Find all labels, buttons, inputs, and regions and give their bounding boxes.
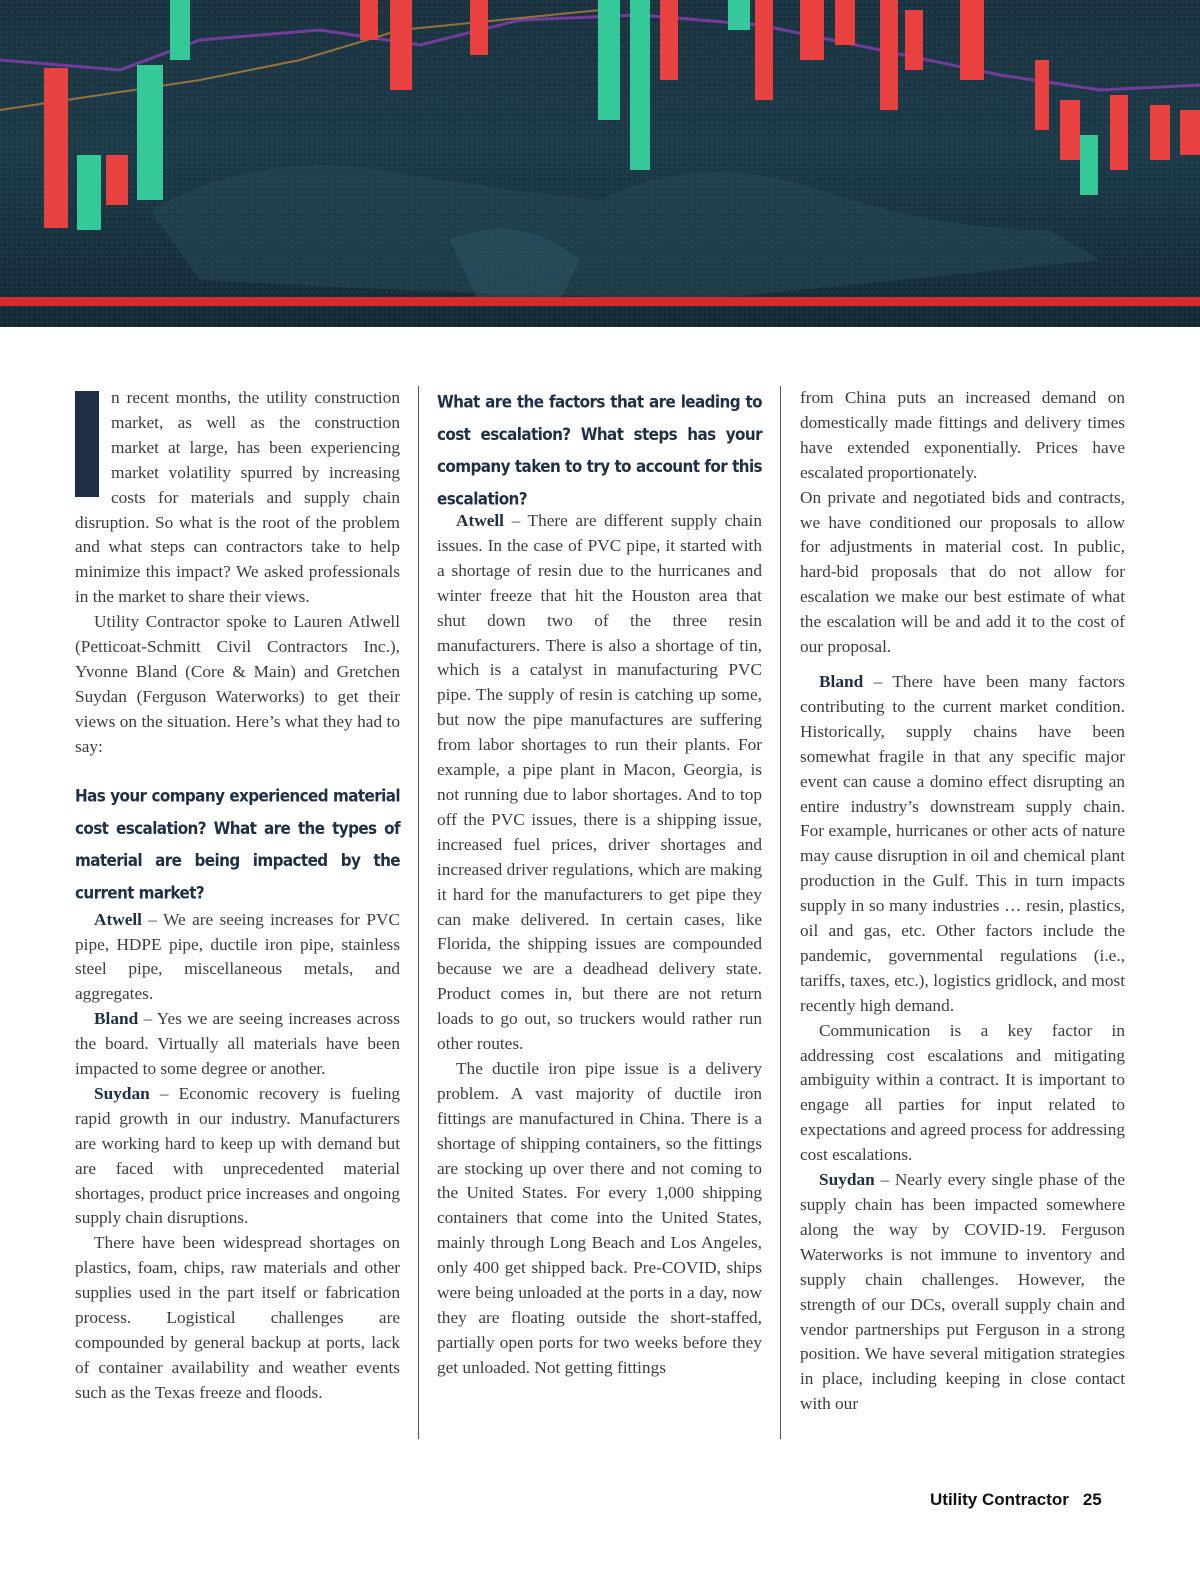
speaker-name: Suydan	[94, 1083, 150, 1103]
question-heading-1: Has your company experienced material cost escalation? What are the types of material are being impacted by the current market?	[75, 785, 400, 903]
speaker-name: Atwell	[456, 511, 504, 530]
hero-chart-image	[0, 0, 1200, 327]
answer-suydan: Suydan – Nearly every single phase of the supply chain has been impacted somewhere along the way by COVID-19. Ferguson Waterworks is not immune to inventory and supply chain challenges. However, the strength of our DCs, overall supply chain and vendor partnerships put Ferguson in a strong position. We have several mitigation strategies in place, including keeping in close contact with our	[800, 1170, 1125, 1414]
speaker-name: Bland	[819, 671, 864, 691]
question-heading-2: What are the factors that are leading to cost escalation? What steps has your company taken to try to account for this escalation?	[437, 391, 762, 510]
private-bids-paragraph: On private and negotiated bids and contracts, we have conditioned our proposals to allow for adjustments in material cost. In public, hard-bid proposals that do not allow for escalation we make our best estimate of what the escalation will be and add it to the cost of our proposal.	[800, 487, 1125, 657]
candlestick-chart-graphic	[0, 0, 1200, 327]
answer-bland: Bland – There have been many factors contributing to the current market condition. Historically, supply chains have been somewhat fragile in that any specific major event can cause a domino effect disrupting an entire industry’s downstream supply chain. For example, hurricanes or other acts of nature may cause disruption in oil and chemical plant production in the Gulf. This in turn impacts supply in so many industries … resin, plastics, oil and gas, etc. Other factors include the pandemic, governmental regulations (i.e., tariffs, taxes, etc.), logistics gridlock, and most recently high demand.	[800, 671, 1125, 1015]
red-accent-stripe	[0, 297, 1200, 306]
answer-suydan-continued: There have been widespread shortages on plastics, foam, chips, raw materials and other supplies used in the part itself or fabrication process. Logistical challenges are compounded by general backup at ports, lack of container availability and weather events such as the Texas freeze and floods.	[75, 1233, 400, 1402]
article-column-1	[75, 386, 400, 1406]
intro-paragraph: n recent months, the utility construction market, as well as the construction market at large, has been experiencing market volatility spurred by increasing costs for materials and supply chain disruption. So what is the root of the problem and what steps can contractors take to help minimize this impact? We asked professionals in the market to share their views.	[75, 388, 400, 607]
intro-paragraph-2: Utility Contractor spoke to Lauren Atlwell (Petticoat-Schmitt Civil Contractors Inc.), Yvonne Bland (Core & Main) and Gretchen Suydan (Ferguson Waterworks) to get their views on the situation. Here’s what they had to say:	[75, 612, 400, 756]
answer-bland: Bland – Yes we are seeing increases across the board. Virtually all materials have been impacted to some degree or another.	[75, 1009, 400, 1079]
answer-atwell: Atwell – There are different supply chain issues. In the case of PVC pipe, it started with a shortage of resin due to the hurricanes and winter freeze that hit the Houston area that shut down two of the three resin manufacturers. There is also a shortage of tin, which is a catalyst in manufacturing PVC pipe. The supply of resin is catching up some, but now the pipe manufactures are suffering from labor shortages to run their plants. For example, a pipe plant in Macon, Georgia, is not running due to labor shortages. And to top off the PVC issues, there is a shipping issue, increased fuel prices, driver shortages and increased driver regulations, which are making it hard for the manufacturers to get pipe they can make delivered. In certain cases, like Florida, the shipping issues are compounded because we are a deadhead delivery state. Product comes in, but there are not return loads to go out, so truckers would rather run other routes.	[437, 511, 762, 1054]
speaker-name: Bland	[94, 1009, 139, 1029]
ductile-iron-paragraph: The ductile iron pipe issue is a delivery problem. A vast majority of ductile iron fittings are manufactured in China. There is a shortage of shipping containers, so the fittings are stocking up over there and not coming to the United States. For every 1,000 shipping containers that come into the United States, mainly through Long Beach and Los Angeles, only 400 get shipped back. Pre-COVID, ships were being unloaded at the ports in a day, now they are floating outside the short-staffed, partially open ports for two weeks before they get unloaded. Not getting fittings	[437, 1058, 762, 1377]
continued-paragraph: from China puts an increased demand on domestically made fittings and delivery times have extended exponentially. Prices have escalated proportionately.	[800, 388, 1125, 482]
answer-suydan: Suydan – Economic recovery is fueling rapid growth in our industry. Manufacturers are working hard to keep up with demand but are faced with unprecedented material shortages, product price increases and ongoing supply chain disruptions.	[75, 1083, 400, 1228]
drop-cap-I	[75, 391, 99, 497]
speaker-name: Suydan	[819, 1170, 875, 1190]
communication-paragraph: Communication is a key factor in addressing cost escalations and mitigating ambiguity within a contract. It is important to engage all parties for input related to expectations and agreed process for addressing cost escalations.	[800, 1020, 1125, 1165]
answer-atwell: Atwell – We are seeing increases for PVC pipe, HDPE pipe, ductile iron pipe, stainless steel pipe, miscellaneous metals, and aggregates.	[75, 909, 400, 1004]
column-divider	[780, 386, 781, 1439]
page-number: 25	[1082, 1490, 1102, 1509]
article-column-3	[800, 386, 1125, 1417]
page-footer	[930, 1490, 1102, 1510]
speaker-name: Atwell	[94, 909, 142, 929]
article-column-2	[437, 386, 762, 1381]
column-divider	[418, 386, 419, 1439]
magazine-name: Utility Contractor	[930, 1490, 1069, 1509]
